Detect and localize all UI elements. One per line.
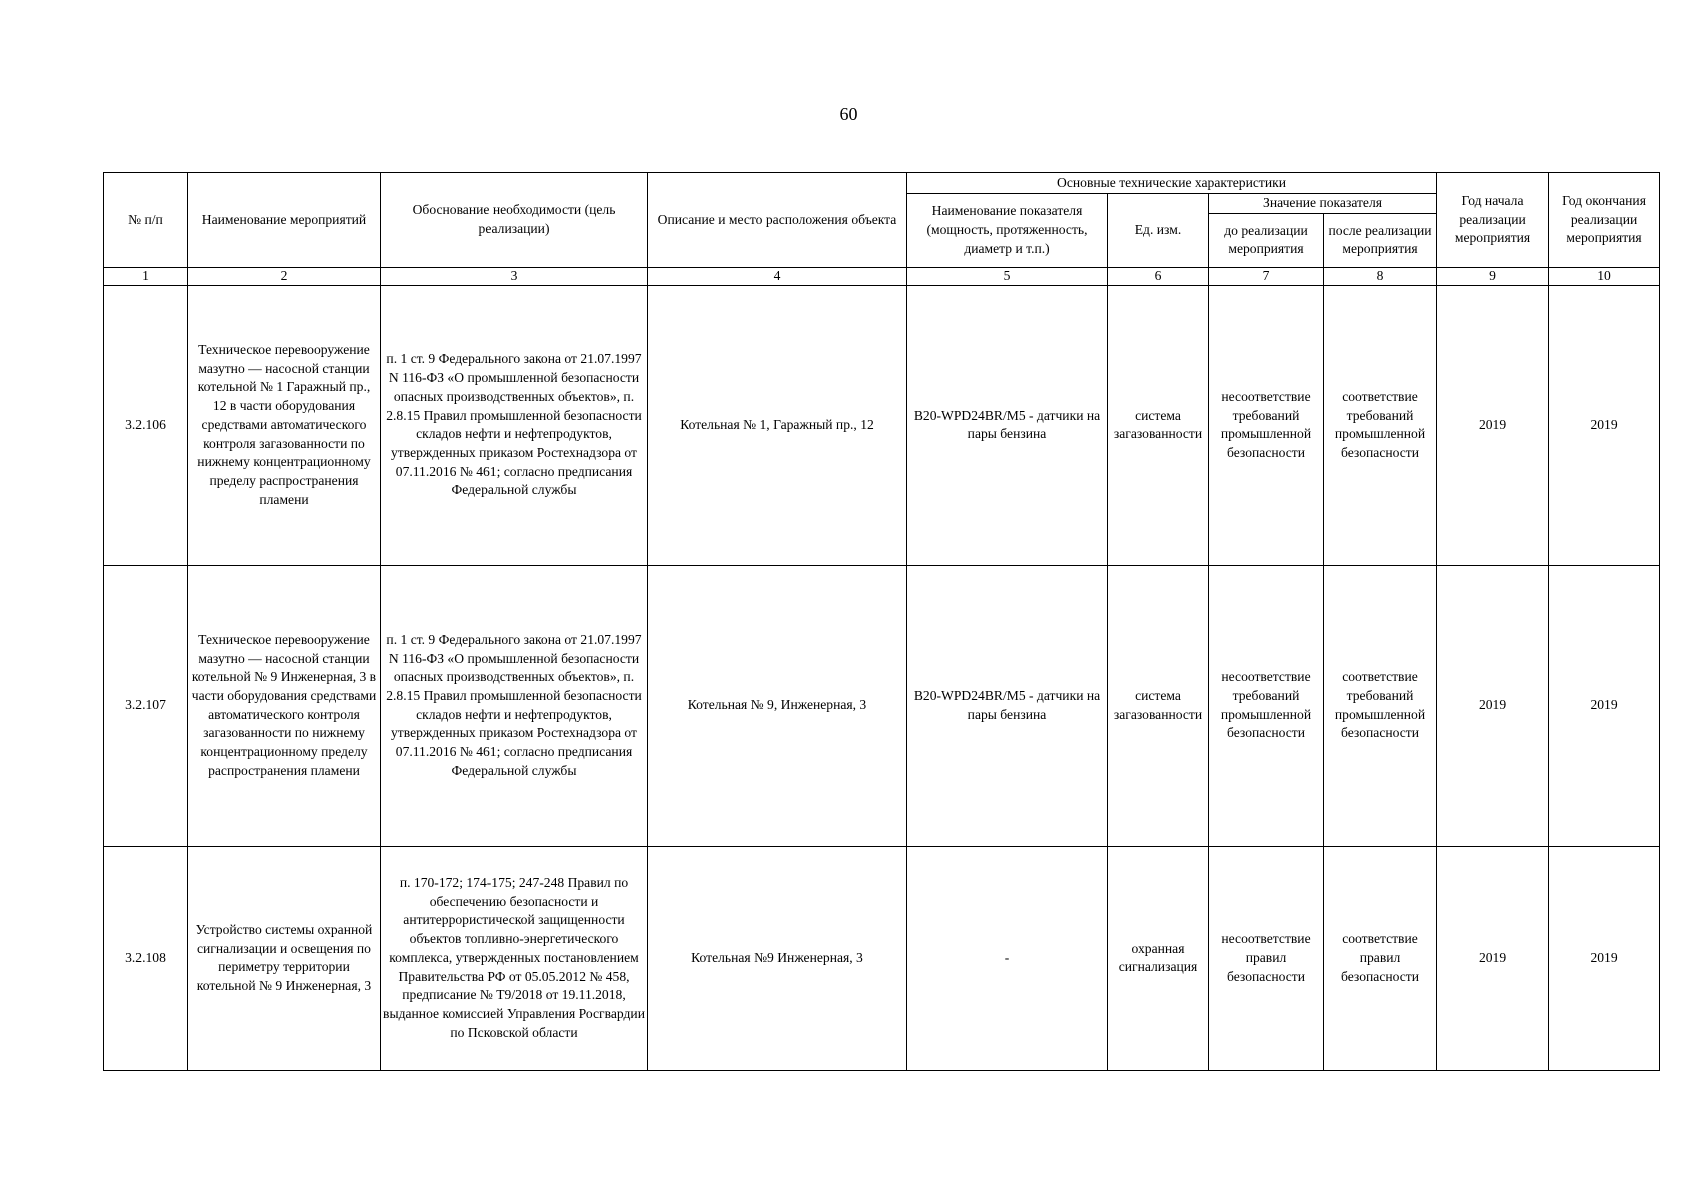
value-after: соответствие требований промышленной безопасности xyxy=(1324,285,1437,565)
indicator-name: B20-WPD24BR/M5 - датчики на пары бензина xyxy=(907,285,1108,565)
header-value-after: после реализации мероприятия xyxy=(1324,213,1437,267)
row-number: 3.2.108 xyxy=(104,846,188,1070)
measure-name: Устройство системы охранной сигнализации и освещения по периметру территории котельной № 9 Инженерная, 3 xyxy=(188,846,381,1070)
unit: система загазованности xyxy=(1108,285,1209,565)
column-number: 5 xyxy=(907,267,1108,285)
measures-table xyxy=(103,172,1660,1071)
indicator-name: B20-WPD24BR/M5 - датчики на пары бензина xyxy=(907,565,1108,846)
value-before: несоответствие требований промышленной безопасности xyxy=(1209,285,1324,565)
header-indicator-value: Значение показателя xyxy=(1209,194,1437,214)
justification: п. 1 ст. 9 Федерального закона от 21.07.1997 N 116-ФЗ «О промышленной безопасности опасных производственных объектов», п. 2.8.15 Правил промышленной безопасности складов нефти и нефтепродуктов, утвержденных приказом Ростехнадзора от 07.11.2016 № 461; согласно предписания Федеральной службы xyxy=(381,285,648,565)
year-end: 2019 xyxy=(1549,846,1660,1070)
table-row xyxy=(104,285,1660,565)
header-unit: Ед. изм. xyxy=(1108,194,1209,268)
table-row xyxy=(104,565,1660,846)
header-year-end: Год окончания реализации мероприятия xyxy=(1549,173,1660,268)
measure-name: Техническое перевооружение мазутно — насосной станции котельной № 1 Гаражный пр., 12 в части оборудования средствами автоматического контроля загазованности по нижнему концентрационному пределу распространения пламени xyxy=(188,285,381,565)
header-location: Описание и место расположения объекта xyxy=(648,173,907,268)
value-before: несоответствие требований промышленной безопасности xyxy=(1209,565,1324,846)
unit: охранная сигнализация xyxy=(1108,846,1209,1070)
justification: п. 170-172; 174-175; 247-248 Правил по обеспечению безопасности и антитеррористической защищенности объектов топливно-энергетического комплекса, утвержденных постановлением Правительства РФ от 05.05.2012 № 458, предписание № Т9/2018 от 19.11.2018, выданное комиссией Управления Росгвардии по Псковской области xyxy=(381,846,648,1070)
value-after: соответствие требований промышленной безопасности xyxy=(1324,565,1437,846)
header-measure-name: Наименование мероприятий xyxy=(188,173,381,268)
column-number: 1 xyxy=(104,267,188,285)
year-end: 2019 xyxy=(1549,565,1660,846)
column-number-row xyxy=(104,267,1660,285)
location: Котельная №9 Инженерная, 3 xyxy=(648,846,907,1070)
column-number: 8 xyxy=(1324,267,1437,285)
header-number: № п/п xyxy=(104,173,188,268)
column-number: 9 xyxy=(1437,267,1549,285)
page-number: 60 xyxy=(839,104,858,124)
year-start: 2019 xyxy=(1437,565,1549,846)
header-justification: Обоснование необходимости (цель реализации) xyxy=(381,173,648,268)
justification: п. 1 ст. 9 Федерального закона от 21.07.1997 N 116-ФЗ «О промышленной безопасности опасных производственных объектов», п. 2.8.15 Правил промышленной безопасности складов нефти и нефтепродуктов, утвержденных приказом Ростехнадзора от 07.11.2016 № 461; согласно предписания Федеральной службы xyxy=(381,565,648,846)
location: Котельная № 9, Инженерная, 3 xyxy=(648,565,907,846)
row-number: 3.2.106 xyxy=(104,285,188,565)
table-row xyxy=(104,846,1660,1070)
header-technical-characteristics: Основные технические характеристики xyxy=(907,173,1437,194)
value-before: несоответствие правил безопасности xyxy=(1209,846,1324,1070)
year-end: 2019 xyxy=(1549,285,1660,565)
location: Котельная № 1, Гаражный пр., 12 xyxy=(648,285,907,565)
column-number: 2 xyxy=(188,267,381,285)
year-start: 2019 xyxy=(1437,846,1549,1070)
header-year-start: Год начала реализации мероприятия xyxy=(1437,173,1549,268)
column-number: 10 xyxy=(1549,267,1660,285)
measure-name: Техническое перевооружение мазутно — насосной станции котельной № 9 Инженерная, 3 в части оборудования средствами автоматического контроля загазованности по нижнему концентрационному пределу распространения пламени xyxy=(188,565,381,846)
row-number: 3.2.107 xyxy=(104,565,188,846)
column-number: 4 xyxy=(648,267,907,285)
column-number: 3 xyxy=(381,267,648,285)
year-start: 2019 xyxy=(1437,285,1549,565)
value-after: соответствие правил безопасности xyxy=(1324,846,1437,1070)
column-number: 6 xyxy=(1108,267,1209,285)
column-number: 7 xyxy=(1209,267,1324,285)
header-indicator-name: Наименование показателя (мощность, протяженность, диаметр и т.п.) xyxy=(907,194,1108,268)
indicator-name: - xyxy=(907,846,1108,1070)
header-value-before: до реализации мероприятия xyxy=(1209,213,1324,267)
unit: система загазованности xyxy=(1108,565,1209,846)
